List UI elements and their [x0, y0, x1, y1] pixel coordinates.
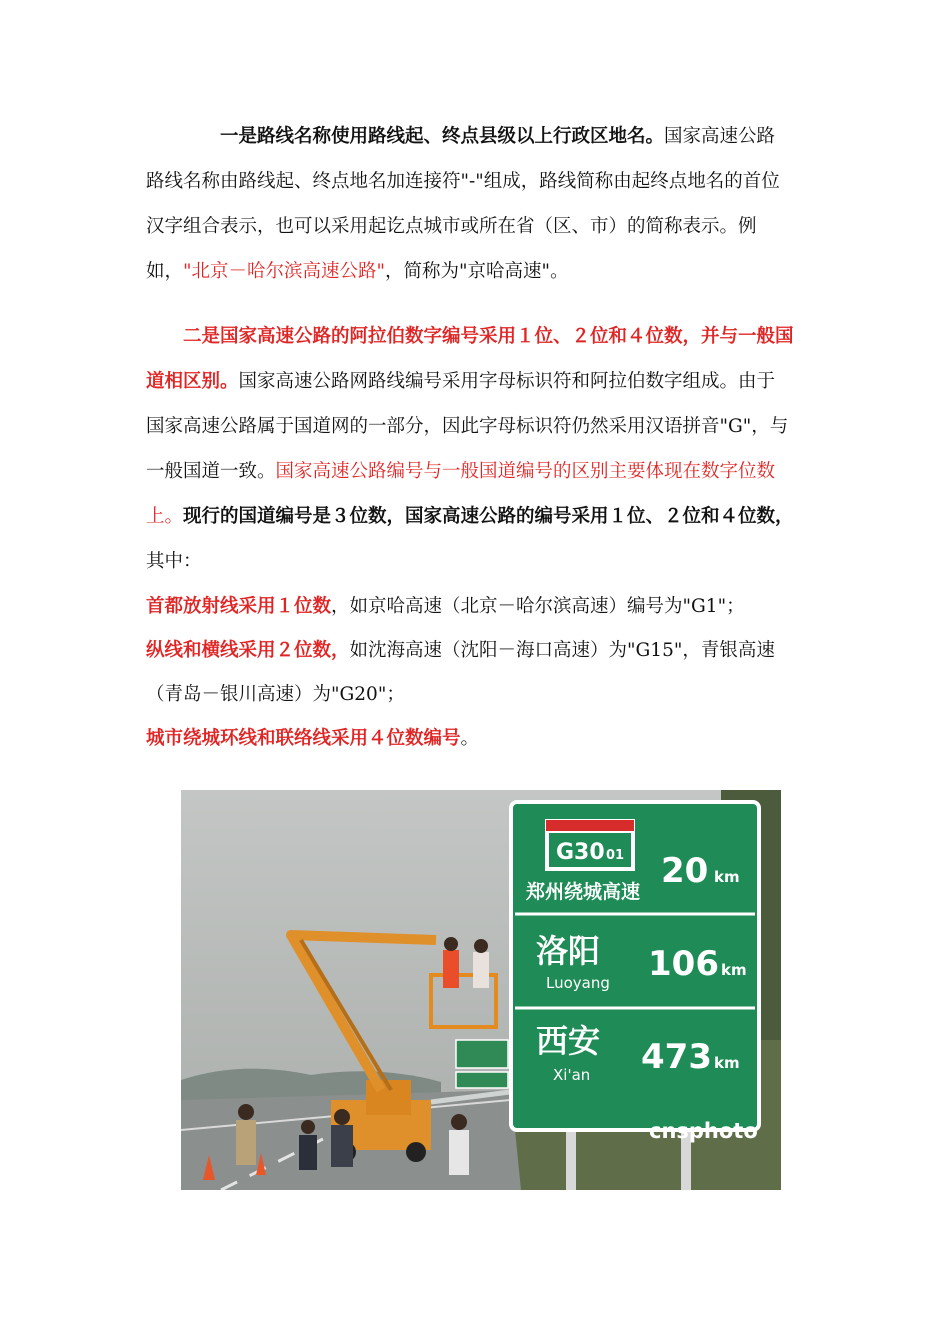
photo-watermark: cnsphoto: [649, 1119, 758, 1143]
destination-2-distance: 106: [648, 944, 719, 984]
p1-line-1: 一是路线名称使用路线起、终点县级以上行政区地名。国家高速公路: [220, 126, 776, 147]
p1-highlight: "北京－哈尔滨高速公路": [183, 261, 386, 282]
paragraph-route-naming: [146, 114, 811, 294]
destination-3-pinyin: Xi'an: [553, 1066, 591, 1084]
p1-line-3: 汉字组合表示，也可以采用起讫点城市或所在省（区、市）的简称表示。例: [146, 216, 757, 237]
p1-lead-bold: 一是路线名称使用路线起、终点县级以上行政区地名。: [220, 126, 665, 147]
p1-line-2: 路线名称由路线起、终点地名加连接符"-"组成，路线简称由起终点地名的首位: [146, 171, 780, 192]
route-subnumber: 01: [606, 848, 625, 863]
highway-sign-photo: [181, 790, 781, 1190]
paragraph-route-numbering: [146, 314, 811, 584]
p2-line-1: 二是国家高速公路的阿拉伯数字编号采用１位、２位和４位数，并与一般国: [183, 326, 794, 347]
list-item-continuation: （青岛－银川高速）为"G20"；: [146, 684, 405, 705]
p2-line-5: 上。现行的国道编号是３位数，国家高速公路的编号采用１位、２位和４位数，: [146, 506, 794, 527]
list-item: 城市绕城环线和联络线采用４位数编号。: [146, 728, 480, 749]
destination-3-name: 西安: [536, 1022, 601, 1060]
route-number: G30: [556, 840, 605, 865]
p2-line-3: 国家高速公路属于国道网的一部分，因此字母标识符仍然采用汉语拼音"G"，与: [146, 416, 789, 437]
distance-unit: km: [714, 868, 740, 886]
destination-2-name: 洛阳: [536, 932, 601, 970]
destination-2-pinyin: Luoyang: [546, 974, 610, 992]
photo-illustration: [181, 790, 781, 1190]
distance-unit: km: [721, 961, 747, 979]
list-item: 首都放射线采用１位数，如京哈高速（北京－哈尔滨高速）编号为"G1"；: [146, 596, 745, 617]
destination-1-name: 郑州绕城高速: [526, 881, 641, 903]
destination-3-distance: 473: [641, 1037, 712, 1077]
destination-1-distance: 20: [661, 851, 709, 891]
p1-line-4: 如，"北京－哈尔滨高速公路"，简称为"京哈高速"。: [146, 261, 569, 282]
p2-line-4: 一般国道一致。国家高速公路编号与一般国道编号的区别主要体现在数字位数: [146, 461, 776, 482]
p2-line-6: 其中：: [146, 551, 202, 572]
numbering-rules-list: [146, 585, 826, 761]
distance-unit: km: [714, 1054, 740, 1072]
p2-line-2: 道相区别。国家高速公路网路线编号采用字母标识符和阿拉伯数字组成。由于: [146, 371, 776, 392]
list-item: 纵线和横线采用２位数，如沈海高速（沈阳－海口高速）为"G15"，青银高速: [146, 640, 775, 661]
